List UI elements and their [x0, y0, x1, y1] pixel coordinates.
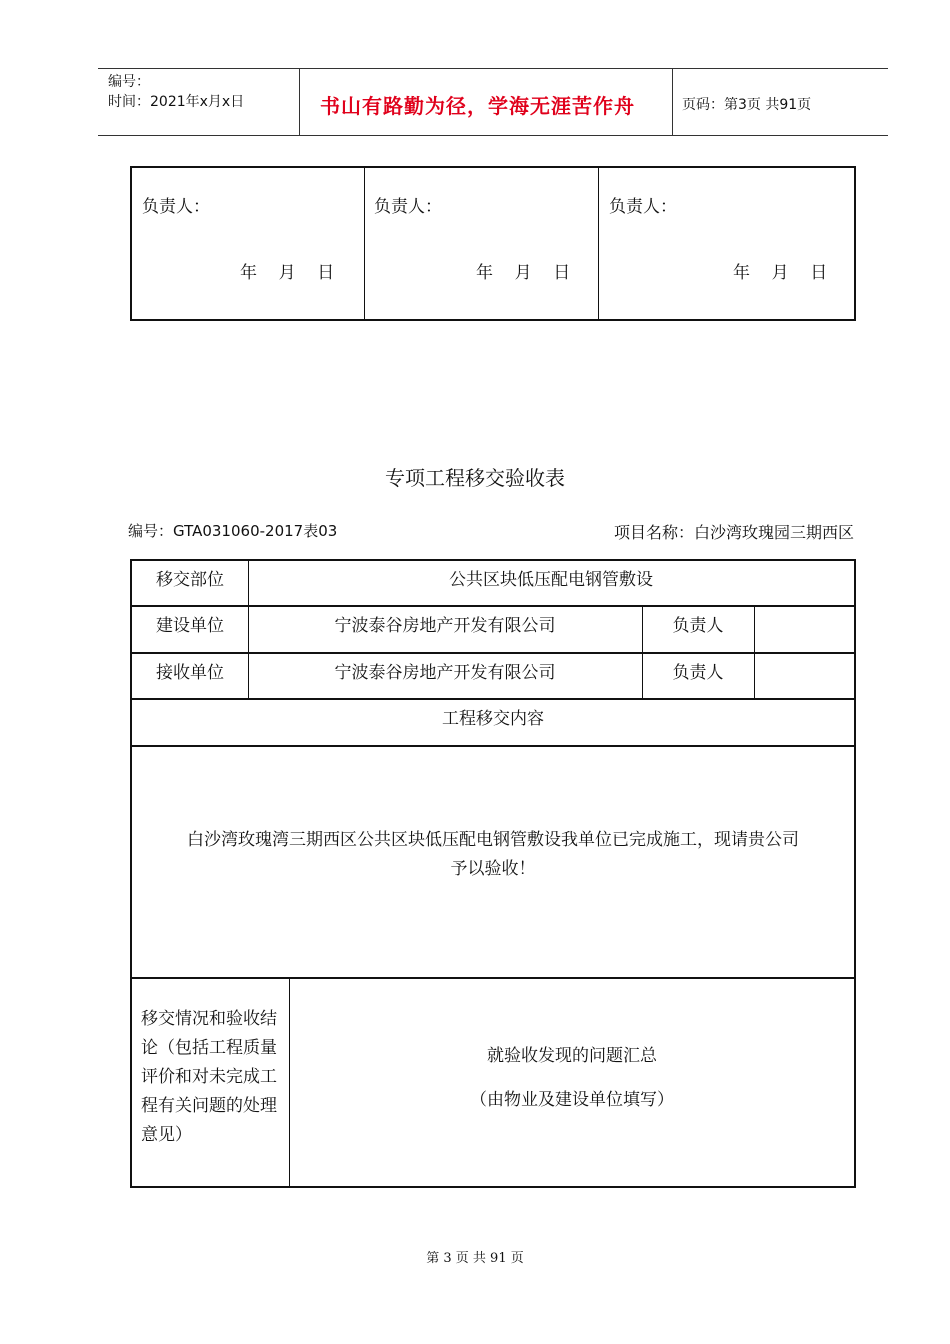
receiver-person-value[interactable] — [754, 658, 854, 688]
builder-label: 建设单位 — [156, 616, 224, 636]
transfer-part-value: 公共区块低压配电钢管敷设 — [449, 570, 653, 590]
receiver-label: 接收单位 — [156, 663, 224, 683]
header-page-info: 页码：第3页 共91页 — [682, 97, 812, 113]
row-rule-3 — [132, 698, 854, 700]
signature-label-1: 负责人： — [142, 197, 210, 217]
row-rule-4 — [132, 745, 854, 747]
signature-label-3: 负责人： — [609, 197, 677, 217]
header-time: 时间：2021年x月x日 — [108, 94, 245, 110]
content-header: 工程移交内容 — [442, 709, 544, 729]
page-footer: 第 3 页 共 91 页 — [426, 1251, 524, 1266]
receiver-value: 宁波泰谷房地产开发有限公司 — [334, 663, 556, 683]
signature-column-3 — [598, 168, 854, 319]
signature-table — [130, 166, 856, 321]
transfer-part-label: 移交部位 — [156, 570, 224, 590]
header-motto: 书山有路勤为径，学海无涯苦作舟 — [320, 94, 635, 118]
signature-date-1: 年 月 日 — [240, 263, 335, 283]
conclusion-line-2: （由物业及建设单位填写） — [470, 1090, 674, 1110]
signature-date-3: 年 月 日 — [733, 263, 828, 283]
conclusion-content-cell — [290, 979, 854, 1186]
header-code-label: 编号： — [108, 74, 150, 90]
row-rule-2 — [132, 652, 854, 654]
header-divider-right — [672, 69, 673, 135]
builder-value: 宁波泰谷房地产开发有限公司 — [334, 616, 556, 636]
signature-column-1 — [132, 168, 364, 319]
form-number: 编号：GTA031060-2017表03 — [128, 522, 338, 540]
conclusion-label: 移交情况和验收结论（包括工程质量评价和对未完成工程有关问题的处理意见） — [141, 1009, 277, 1145]
form-title: 专项工程移交验收表 — [385, 466, 565, 490]
signature-label-2: 负责人： — [374, 197, 442, 217]
signature-date-2: 年 月 日 — [476, 263, 571, 283]
header-bottom-rule — [98, 135, 888, 136]
header-divider-left — [299, 69, 300, 135]
content-line-2: 予以验收！ — [450, 859, 536, 879]
content-line-1: 白沙湾玫瑰湾三期西区公共区块低压配电钢管敷设我单位已完成施工，现请贵公司 — [187, 830, 799, 850]
builder-person-value[interactable] — [754, 611, 854, 641]
acceptance-form-table — [130, 559, 856, 1188]
receiver-person-label: 负责人 — [672, 663, 724, 683]
conclusion-cell — [132, 979, 289, 1186]
conclusion-line-1: 就验收发现的问题汇总 — [487, 1046, 657, 1066]
header-top-rule — [98, 68, 888, 69]
row-rule-1 — [132, 605, 854, 607]
project-name: 项目名称：白沙湾玫瑰园三期西区 — [613, 523, 854, 542]
builder-person-label: 负责人 — [672, 616, 724, 636]
signature-column-2 — [364, 168, 599, 319]
